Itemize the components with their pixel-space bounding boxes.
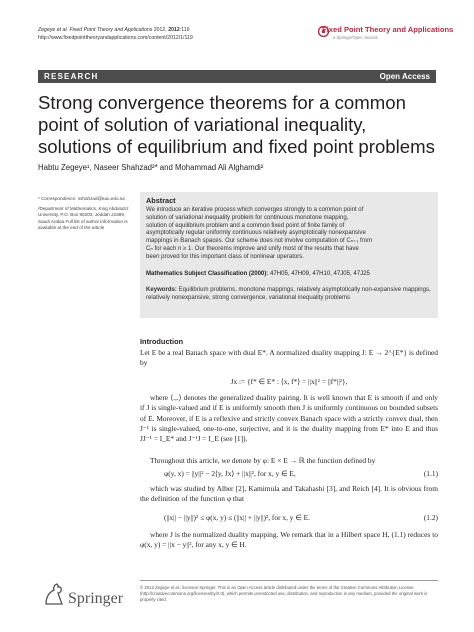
intro-paragraph-4: which was studied by Alber [2], Kamimula and Takahashi [3], and Reich [4]. It is obvious from the definition of the function φ that <box>140 484 438 504</box>
citation-article: :119 <box>179 27 190 33</box>
title-line: Strong convergence theorems for a common <box>38 92 406 113</box>
keywords-text: Equilibrium problems, monotone mappings, relatively asymptotically non-expansive mappings, relatively nonexpansive, strong convergence, variational inequality problems <box>146 287 431 301</box>
footer-divider <box>140 580 438 581</box>
abstract-line: mappings in Banach spaces. Our scheme does not involve computation of Cₙ₊₁ from <box>146 238 373 245</box>
duality-definition: Jx := {f* ∈ E* : ⟨x, f*⟩ = ||x||² = ||f*||²}, <box>230 377 348 386</box>
author-sidebar <box>38 196 135 235</box>
abstract-line: solution of variational inequality problem for continuous monotone mapping, <box>146 214 349 221</box>
abstract-line: solution of equilibrium problem and a common fixed point of finite family of <box>146 222 345 229</box>
keywords <box>146 287 432 303</box>
abstract-text <box>146 207 432 262</box>
citation-year: 2012, <box>153 27 167 33</box>
article-url[interactable]: http://www.fixedpointtheoryandapplications.com/content/2012/1/119 <box>38 34 193 41</box>
intro-paragraph-1: Let E be a real Banach space with dual E*. A normalized duality mapping J: E → 2^{E*} is defined by <box>140 348 438 368</box>
equation-number: (1.1) <box>423 469 438 478</box>
title-line: solutions of equilibrium and fixed point problems <box>38 136 435 157</box>
author-list: Habtu Zegeye¹, Naseer Shahzad²* and Mohammad Ali Alghamdi² <box>38 163 264 172</box>
citation-journal: Fixed Point Theory and Applications <box>69 27 153 33</box>
publisher-logo[interactable]: Springer <box>68 590 124 607</box>
abstract-line: We introduce an iterative process which converges strongly to a common point of <box>146 207 364 213</box>
msc-classification <box>146 271 432 279</box>
equation-number: (1.2) <box>423 513 438 522</box>
section-heading: Introduction <box>140 337 184 346</box>
title-line: point of solution of variational inequality, <box>38 114 367 135</box>
abstract-line: been proved for this important class of nonlinear operators. <box>146 253 304 260</box>
citation-header <box>38 27 193 42</box>
keywords-label: Keywords: <box>146 287 177 293</box>
journal-brand[interactable]: Fixed Point Theory and Applications <box>322 25 454 34</box>
abstract-line: asymptotically regular uniformly continuous relatively asymptotically nonexpansive <box>146 230 366 237</box>
equation-1-2: (||x|| − ||y||)² ≤ φ(x, y) ≤ (||x|| + ||y||)², for x, y ∈ E. <box>164 513 310 522</box>
intro-paragraph-2: where ⟨.,.⟩ denotes the generalized duality pairing. It is well known that E is smooth if and only if J is single-valued and if E is uniformly smooth then J is uniformly continuous on bounded subsets of E. Moreover, if E is a reflexive and strictly convex Banach space with a strictly convex dual, then J⁻¹ is single-valued, one-to-one, surjective, and it is the duality mapping from E* into E and thus JJ⁻¹ = I_E* and J⁻¹J = I_E (see [1]). <box>140 393 438 444</box>
equation-1-1: φ(y, x) = ||y||² − 2⟨y, Jx⟩ + ||x||², for x, y ∈ E, <box>164 469 296 478</box>
citation-authors: Zegeye et al. <box>38 27 68 33</box>
citation-year-bold: 2012 <box>168 27 180 33</box>
journal-brand-sub: a SpringerOpen Journal <box>333 35 378 40</box>
affiliation: ²Department of Mathematics, King Abdulaziz University, P.O. Box 80203, Jeddah 21589, Saudi Arabia Full list of author information is available at the end of the article <box>38 206 129 230</box>
article-title <box>38 92 438 158</box>
article-type-label: RESEARCH <box>44 72 99 81</box>
intro-paragraph-3: Throughout this article, we denote by φ: E × E → ℝ the function defined by <box>150 456 376 465</box>
open-access-label: Open Access <box>379 72 430 81</box>
abstract-heading: Abstract <box>146 196 176 205</box>
license-text: © 2012 Zegeye et al.; licensee Springer. This is an Open Access article distributed under the terms of the Creative Commons Attribution License (http://creativecommons.org/licenses/by/2.0), which permits unrestricted use, distribution, and reproduction in any medium, provided the original work is properly cited. <box>140 585 428 602</box>
abstract-line: Cₙ for each n ≥ 1. Our theorems improve and unify most of the results that have <box>146 245 359 252</box>
msc-label: Mathematics Subject Classification (2000): <box>146 271 269 277</box>
correspondence: * Correspondence: nshahzad@kau.edu.sa <box>38 196 125 201</box>
springer-horse-icon <box>42 582 66 608</box>
intro-paragraph-5: where J is the normalized duality mapping. We remark that in a Hilbert space H, (1.1) reduces to φ(x, y) = ||x − y||², for any x, y ∈ H. <box>140 530 438 550</box>
msc-values: 47H05, 47H09, 47H10, 47J05, 47J25 <box>270 271 370 277</box>
